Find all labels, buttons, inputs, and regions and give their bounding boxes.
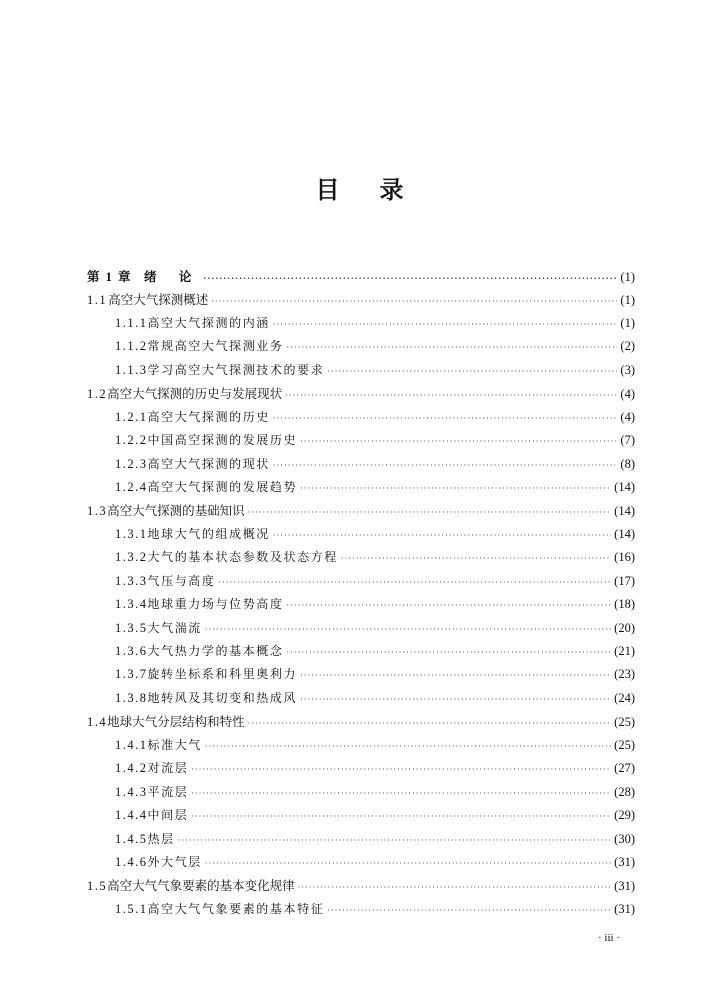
dot-leader bbox=[219, 571, 612, 594]
toc-entry-number: 1.3.5 bbox=[115, 620, 148, 635]
toc-entry-page: (4) bbox=[620, 387, 635, 402]
toc-entry-page: (16) bbox=[614, 550, 635, 565]
toc-entry-title: 中国高空探测的发展历史 bbox=[147, 433, 298, 448]
toc-entry-title: 绪 论 bbox=[144, 269, 201, 284]
dot-leader bbox=[205, 852, 611, 875]
toc-entry-number: 1.4.6 bbox=[115, 854, 148, 869]
toc-subsection-entry[interactable] bbox=[87, 851, 635, 874]
dot-leader bbox=[191, 758, 611, 781]
dot-leader bbox=[273, 313, 618, 336]
toc-entry-page: (3) bbox=[620, 362, 635, 377]
toc-entry-title: 高空大气探测的内涵 bbox=[147, 315, 270, 330]
toc-section-entry[interactable] bbox=[87, 874, 635, 897]
toc-entry-number: 1.4.4 bbox=[115, 808, 148, 823]
toc-subsection-entry[interactable] bbox=[87, 429, 635, 452]
dot-leader bbox=[178, 829, 611, 852]
toc-entry-page: (31) bbox=[614, 901, 635, 916]
toc-entry-title: 高空大气气象要素的基本变化规律 bbox=[107, 878, 295, 894]
toc-entry-page: (4) bbox=[620, 409, 635, 424]
toc-entry-title: 大气热力学的基本概念 bbox=[147, 644, 284, 658]
toc-entry-page: (1) bbox=[620, 293, 635, 308]
table-of-contents bbox=[87, 265, 635, 921]
toc-subsection-entry[interactable] bbox=[87, 734, 635, 757]
toc-entry-number: 1.4.5 bbox=[115, 831, 148, 846]
toc-section-entry[interactable] bbox=[87, 710, 635, 733]
toc-entry-title: 高空大气探测的历史与发展现状 bbox=[107, 386, 283, 402]
dot-leader bbox=[300, 430, 617, 453]
toc-entry-page: (31) bbox=[614, 879, 635, 894]
toc-entry-title: 地球大气分层结构和特性 bbox=[107, 714, 245, 730]
toc-subsection-entry[interactable] bbox=[87, 687, 635, 710]
toc-entry-title: 高空大气气象要素的基本特征 bbox=[147, 901, 325, 916]
toc-entry-number: 1.2.4 bbox=[115, 479, 148, 494]
toc-entry-title: 对流层 bbox=[147, 761, 189, 776]
toc-entry-number: 1.1.1 bbox=[115, 315, 148, 330]
dot-leader bbox=[205, 618, 611, 641]
dot-leader bbox=[273, 454, 618, 477]
toc-entry-title: 标准大气 bbox=[147, 737, 202, 752]
toc-entry-page: (17) bbox=[614, 573, 635, 588]
toc-entry-number: 1.3.4 bbox=[115, 597, 148, 612]
toc-entry-title: 地转风及其切变和热成风 bbox=[147, 690, 298, 705]
toc-subsection-entry[interactable] bbox=[87, 523, 635, 546]
toc-subsection-entry[interactable] bbox=[87, 406, 635, 429]
toc-entry-page: (14) bbox=[614, 504, 635, 519]
page-title bbox=[0, 170, 721, 205]
toc-subsection-entry[interactable] bbox=[87, 804, 635, 827]
toc-section-entry[interactable] bbox=[87, 288, 635, 311]
dot-leader bbox=[273, 407, 618, 430]
toc-entry-title: 平流层 bbox=[147, 784, 189, 799]
toc-entry-number: 第 1 章 bbox=[87, 270, 133, 284]
dot-leader bbox=[191, 805, 611, 828]
toc-entry-title: 地球重力场与位势高度 bbox=[147, 597, 284, 612]
toc-entry-number: 1.2 bbox=[87, 387, 108, 402]
toc-entry-page: (2) bbox=[620, 339, 635, 354]
toc-chapter-entry[interactable] bbox=[87, 265, 635, 288]
toc-subsection-entry[interactable] bbox=[87, 359, 635, 382]
toc-subsection-entry[interactable] bbox=[87, 476, 635, 499]
dot-leader bbox=[248, 712, 612, 735]
toc-entry-number: 1.3.6 bbox=[115, 644, 148, 658]
toc-subsection-entry[interactable] bbox=[87, 546, 635, 569]
toc-subsection-entry[interactable] bbox=[87, 453, 635, 476]
toc-entry-page: (14) bbox=[614, 479, 635, 494]
toc-entry-page: (25) bbox=[614, 737, 635, 752]
toc-section-entry[interactable] bbox=[87, 499, 635, 522]
toc-entry-title: 中间层 bbox=[147, 808, 189, 823]
toc-entry-title: 外大气层 bbox=[147, 854, 202, 869]
toc-entry-number: 1.4 bbox=[87, 715, 108, 730]
toc-entry-page: (21) bbox=[614, 644, 635, 658]
toc-entry-title: 高空大气探测的现状 bbox=[147, 456, 270, 471]
toc-entry-number: 1.1.3 bbox=[115, 362, 148, 377]
toc-entry-page: (7) bbox=[620, 433, 635, 448]
dot-leader bbox=[287, 594, 612, 617]
toc-entry-title: 高空大气探测概述 bbox=[108, 292, 209, 308]
toc-entry-number: 1.2.1 bbox=[115, 409, 148, 424]
toc-entry-page: (25) bbox=[614, 715, 635, 730]
toc-entry-number: 1.3.2 bbox=[115, 550, 148, 565]
dot-leader bbox=[300, 664, 611, 687]
dot-leader bbox=[211, 290, 617, 313]
page-number: · iii · bbox=[598, 932, 620, 944]
toc-entry-page: (27) bbox=[614, 761, 635, 776]
toc-entry-number: 1.3 bbox=[87, 504, 108, 519]
toc-entry-number: 1.1.2 bbox=[115, 339, 148, 354]
toc-entry-page: (20) bbox=[614, 620, 635, 635]
toc-entry-title: 常规高空大气探测业务 bbox=[147, 339, 284, 354]
toc-subsection-entry[interactable] bbox=[87, 828, 635, 851]
toc-entry-number: 1.1 bbox=[87, 293, 108, 308]
toc-entry-number: 1.3.7 bbox=[115, 667, 148, 682]
toc-entry-page: (31) bbox=[614, 854, 635, 869]
toc-entry-page: (29) bbox=[614, 808, 635, 823]
toc-entry-page: (14) bbox=[614, 526, 635, 541]
toc-entry-number: 1.3.3 bbox=[115, 573, 148, 588]
toc-subsection-entry[interactable] bbox=[87, 312, 635, 335]
toc-entry-number: 1.4.2 bbox=[115, 761, 148, 776]
dot-leader bbox=[300, 688, 611, 711]
dot-leader bbox=[203, 267, 617, 290]
toc-subsection-entry[interactable] bbox=[87, 335, 635, 358]
toc-entry-title: 大气湍流 bbox=[147, 620, 202, 635]
dot-leader bbox=[300, 477, 611, 500]
toc-subsection-entry[interactable] bbox=[87, 757, 635, 780]
toc-entry-title: 高空大气探测的历史 bbox=[147, 409, 270, 424]
title-char-lu: 录 bbox=[379, 176, 406, 204]
dot-leader bbox=[327, 360, 617, 383]
dot-leader bbox=[287, 336, 618, 359]
toc-subsection-entry[interactable] bbox=[87, 640, 635, 663]
toc-entry-number: 1.5 bbox=[87, 879, 108, 894]
toc-entry-page: (24) bbox=[614, 690, 635, 705]
dot-leader bbox=[341, 547, 611, 570]
toc-entry-title: 热层 bbox=[147, 831, 175, 846]
toc-entry-title: 旋转坐标系和科里奥利力 bbox=[147, 667, 298, 682]
toc-subsection-entry[interactable] bbox=[87, 570, 635, 593]
dot-leader bbox=[285, 384, 617, 407]
toc-subsection-entry[interactable] bbox=[87, 663, 635, 686]
toc-subsection-entry[interactable] bbox=[87, 617, 635, 640]
dot-leader bbox=[205, 735, 611, 758]
toc-entry-title: 地球大气的组成概况 bbox=[147, 526, 270, 541]
dot-leader bbox=[298, 876, 612, 899]
toc-subsection-entry[interactable] bbox=[87, 593, 635, 616]
toc-entry-number: 1.4.1 bbox=[115, 737, 148, 752]
toc-entry-page: (30) bbox=[614, 831, 635, 846]
toc-subsection-entry[interactable] bbox=[87, 898, 635, 921]
toc-section-entry[interactable] bbox=[87, 382, 635, 405]
toc-entry-number: 1.4.3 bbox=[115, 784, 148, 799]
toc-entry-page: (1) bbox=[620, 315, 635, 330]
dot-leader bbox=[273, 524, 611, 547]
toc-entry-page: (8) bbox=[620, 456, 635, 471]
toc-entry-title: 高空大气探测的发展趋势 bbox=[147, 479, 298, 494]
dot-leader bbox=[287, 641, 612, 664]
dot-leader bbox=[191, 782, 611, 805]
toc-entry-title: 高空大气探测的基础知识 bbox=[107, 503, 245, 519]
toc-entry-page: (18) bbox=[614, 597, 635, 612]
title-char-mu: 目 bbox=[315, 176, 342, 204]
toc-entry-title: 学习高空大气探测技术的要求 bbox=[147, 362, 325, 377]
toc-entry-number: 1.2.2 bbox=[115, 433, 148, 448]
toc-entry-title: 大气的基本状态参数及状态方程 bbox=[147, 550, 338, 565]
toc-entry-number: 1.2.3 bbox=[115, 456, 148, 471]
toc-entry-page: (23) bbox=[614, 667, 635, 682]
toc-subsection-entry[interactable] bbox=[87, 781, 635, 804]
toc-entry-number: 1.5.1 bbox=[115, 901, 148, 916]
toc-entry-number: 1.3.1 bbox=[115, 526, 148, 541]
toc-entry-page: (28) bbox=[614, 784, 635, 799]
toc-entry-number: 1.3.8 bbox=[115, 690, 148, 705]
dot-leader bbox=[327, 899, 611, 922]
toc-entry-page: (1) bbox=[620, 270, 635, 284]
dot-leader bbox=[248, 501, 612, 524]
toc-entry-title: 气压与高度 bbox=[147, 573, 216, 588]
